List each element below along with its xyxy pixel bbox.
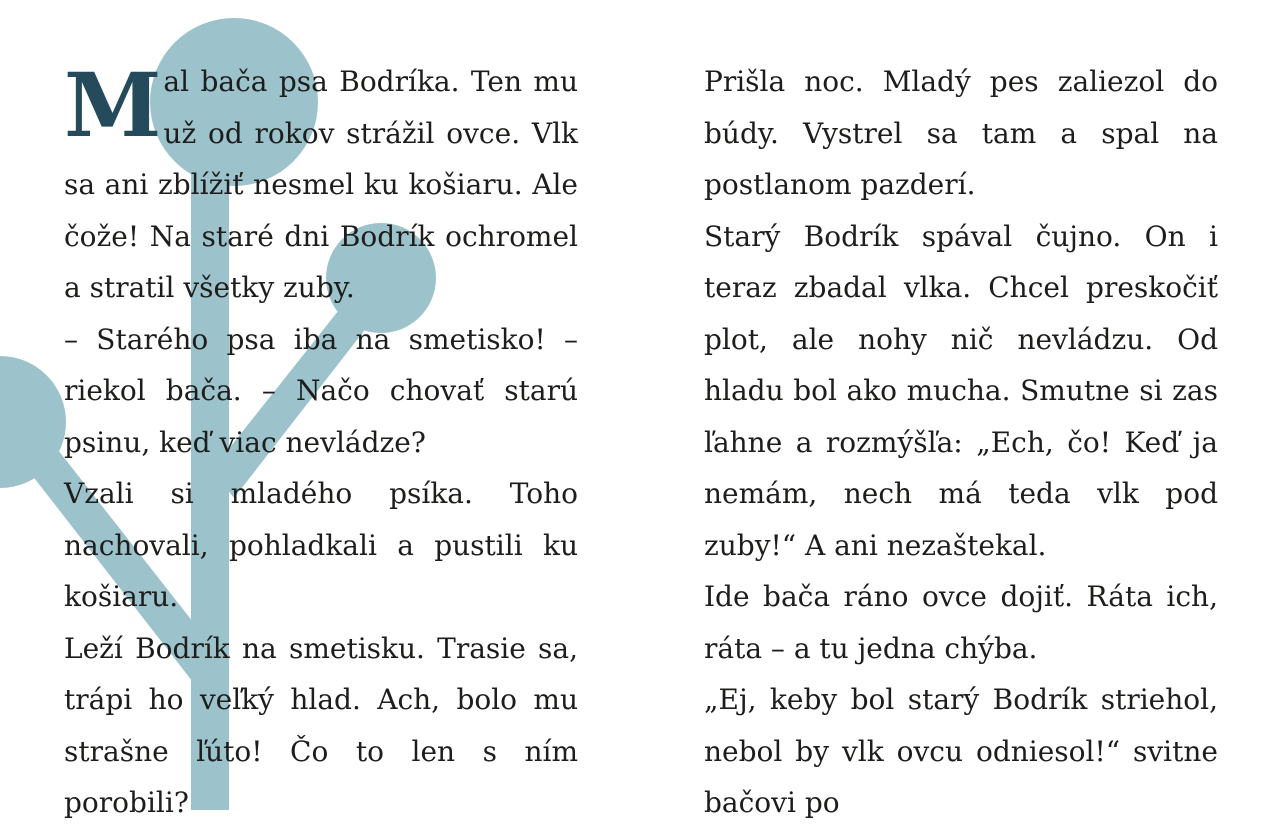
paragraph-7: Ide bača ráno ovce dojiť. Ráta ich, ráta – a tu jedna chýba. <box>704 580 1218 665</box>
paragraph-4: Leží Bodrík na smetisku. Trasie sa, trápi ho veľký hlad. Ach, bolo mu strašne ľúto! Čo to len s ním porobili? <box>64 631 578 819</box>
paragraph-8: „Ej, keby bol starý Bodrík striehol, nebol by vlk ovcu odniesol!“ svitne bačovi po <box>704 683 1218 819</box>
paragraph-2: – Starého psa iba na smetisko! – riekol bača. – Načo chovať starú psinu, keď viac nevládze? <box>64 322 578 459</box>
paragraph-1-text: al bača psa Bodríka. Ten mu už od rokov strážil ovce. Vlk sa ani zblížiť nesmel ku košiaru. Ale čože! Na staré dni Bodrík ochromel a stratil všetky zuby. <box>64 65 578 304</box>
drop-cap-letter: M <box>64 53 162 157</box>
paragraph-3: Vzali si mladého psíka. Toho nachovali, pohladkali a pustili ku košiaru. <box>64 477 578 613</box>
paragraph-1 <box>64 53 578 314</box>
left-text-column <box>64 53 578 829</box>
paragraph-6: Starý Bodrík spával čujno. On i teraz zbadal vlka. Chcel preskočiť plot, ale nohy nič nevládzu. Od hladu bol ako mucha. Smutne si zas ľahne a rozmýšľa: „Ech, čo! Keď ja nemám, nech má teda vlk pod zuby!“ A ani nezaštekal. <box>704 219 1218 562</box>
paragraph-5: Prišla noc. Mladý pes zaliezol do búdy. Vystrel sa tam a spal na postlanom pazderí. <box>704 65 1218 201</box>
right-text-column <box>704 56 1218 829</box>
